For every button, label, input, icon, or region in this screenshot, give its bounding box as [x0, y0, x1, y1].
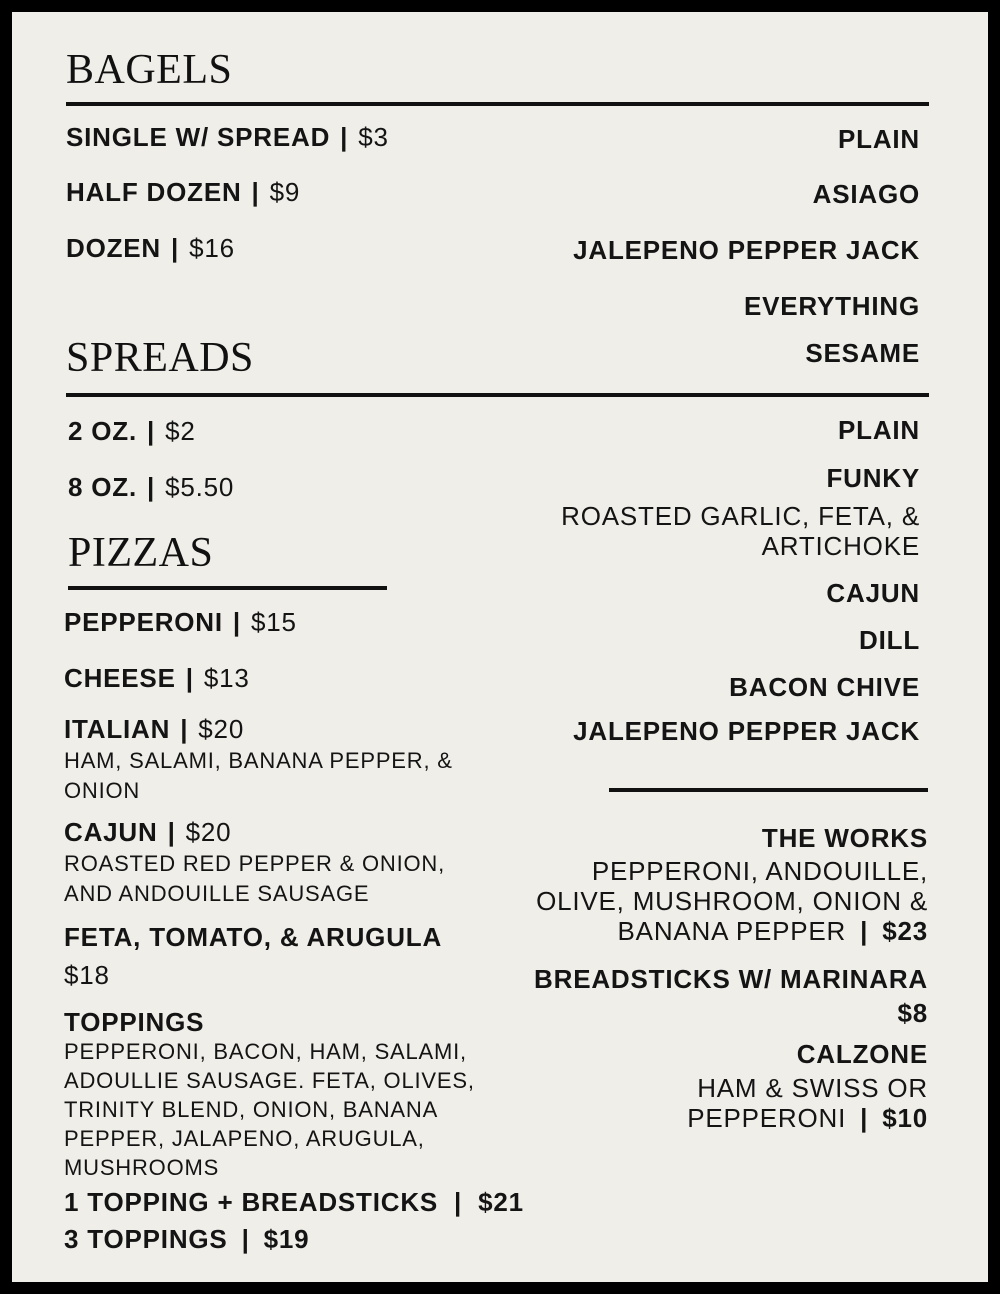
spread-flavor: CAJUN [826, 578, 920, 608]
pizza-item-name: CHEESE [64, 663, 176, 693]
pizzas-rule [68, 586, 387, 590]
separator: | [167, 817, 176, 847]
pizzas-heading: PIZZAS [68, 530, 214, 576]
pizza-item-price: $20 [185, 817, 232, 847]
bagel-item-name: DOZEN [66, 233, 161, 263]
spread-item-price: $2 [165, 416, 196, 446]
bagels-rule [66, 102, 929, 106]
bagel-flavor: JALEPENO PEPPER JACK [573, 235, 920, 265]
bagel-flavor: ASIAGO [812, 179, 920, 209]
separator: | [171, 233, 180, 263]
the-works-description-text: PEPPERONI, ANDOUILLE, OLIVE, MUSHROOM, ONION & BANANA PEPPER [536, 856, 928, 946]
bagel-flavor: PLAIN [838, 124, 920, 154]
spread-item [68, 416, 196, 447]
separator: | [251, 177, 260, 207]
calzone-description [628, 1073, 928, 1133]
calzone-name: CALZONE [796, 1039, 928, 1069]
separator: | [180, 714, 189, 744]
calzone-description-text: HAM & SWISS OR PEPPERONI [687, 1073, 928, 1133]
spread-flavor: FUNKY [826, 463, 920, 493]
pizza-deal [64, 1224, 309, 1255]
specials-rule [609, 788, 928, 792]
spread-item [68, 472, 234, 503]
spread-item-name: 2 OZ. [68, 416, 138, 446]
separator: | [185, 663, 194, 693]
pizza-deal [64, 1187, 524, 1218]
spread-flavor: DILL [859, 625, 920, 655]
separator: | [860, 916, 869, 946]
pizza-item [64, 817, 231, 848]
the-works-name: THE WORKS [761, 823, 928, 853]
separator: | [232, 607, 241, 637]
bagel-item [66, 122, 389, 153]
bagel-item-name: SINGLE W/ SPREAD [66, 122, 331, 152]
bagel-item-name: HALF DOZEN [66, 177, 242, 207]
separator: | [147, 472, 156, 502]
bagel-item-price: $16 [189, 233, 235, 263]
pizza-item [64, 714, 244, 745]
calzone-price: $10 [882, 1103, 928, 1133]
pizza-item-name: PEPPERONI [64, 607, 223, 637]
bagel-flavor: EVERYTHING [743, 291, 920, 321]
pizza-item-name: CAJUN [64, 817, 158, 847]
separator: | [147, 416, 156, 446]
separator: | [340, 122, 349, 152]
pizza-deal-price: $19 [263, 1224, 310, 1254]
spread-item-price: $5.50 [165, 472, 235, 502]
bagel-item-price: $9 [269, 177, 301, 207]
pizza-item [64, 607, 297, 638]
pizza-item-price: $13 [203, 663, 250, 693]
pizza-deal-name: 3 TOPPINGS [64, 1224, 228, 1254]
bagel-item [66, 177, 300, 208]
pizza-item-description: HAM, SALAMI, BANANA PEPPER, & ONION [64, 748, 453, 803]
separator: | [454, 1187, 463, 1217]
bagels-heading: BAGELS [66, 47, 233, 93]
pizza-item-description: ROASTED RED PEPPER & ONION, AND ANDOUILLE SAUSAGE [64, 851, 446, 906]
spreads-heading: SPREADS [66, 335, 254, 381]
pizza-item-price: $20 [198, 714, 245, 744]
pizza-deal-name: 1 TOPPING + BREADSTICKS [64, 1187, 439, 1217]
spread-item-name: 8 OZ. [68, 472, 138, 502]
pizza-item-name: FETA, TOMATO, & ARUGULA [64, 922, 443, 952]
the-works-description [508, 856, 928, 946]
breadsticks-name: BREADSTICKS W/ MARINARA [534, 964, 928, 994]
toppings-title: TOPPINGS [64, 1007, 205, 1037]
pizza-item-name: ITALIAN [64, 714, 171, 744]
toppings-list: PEPPERONI, BACON, HAM, SALAMI, ADOULLIE SAUSAGE. FETA, OLIVES, TRINITY BLEND, ONION, BANANA PEPPER, JALAPENO, ARUGULA, MUSHROOMS [64, 1039, 475, 1180]
the-works-price: $23 [882, 916, 928, 946]
spreads-rule [66, 393, 929, 397]
breadsticks-price: $8 [897, 998, 928, 1028]
separator: | [860, 1103, 869, 1133]
spread-flavor: JALEPENO PEPPER JACK [573, 716, 920, 746]
spread-flavor: BACON CHIVE [729, 672, 920, 702]
pizza-item [64, 663, 250, 694]
separator: | [241, 1224, 250, 1254]
bagel-item [66, 233, 235, 264]
pizza-item-price: $18 [64, 960, 110, 990]
menu-page [12, 12, 988, 1282]
bagel-flavor: SESAME [805, 338, 920, 368]
pizza-item-price: $15 [251, 607, 297, 637]
spread-flavor-description: ROASTED GARLIC, FETA, & ARTICHOKE [561, 501, 920, 561]
bagel-item-price: $3 [358, 122, 389, 152]
pizza-deal-price: $21 [478, 1187, 524, 1217]
spread-flavor: PLAIN [838, 415, 920, 445]
